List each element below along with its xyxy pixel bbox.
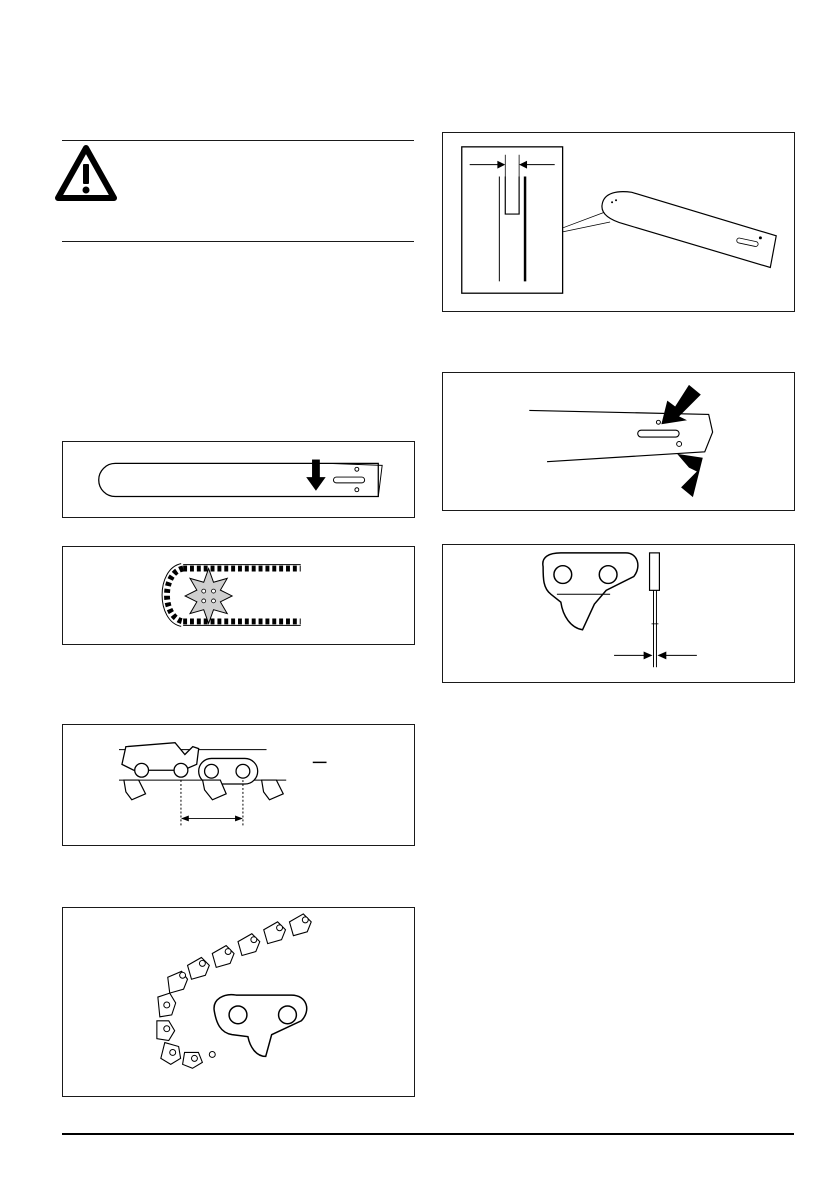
drive-link-gauge-icon [443,545,794,682]
warning-bottom-rule [62,241,414,242]
figure-chain-pitch [62,724,415,846]
figure-guide-bar [62,441,415,518]
drive-sprocket-icon [63,547,414,644]
guide-bar-mount-icon [443,373,794,510]
bar-groove-icon [443,133,794,311]
warning-block [62,140,414,242]
warning-triangle-icon [54,144,118,204]
figure-bar-mount [442,372,795,511]
chain-pitch-icon [63,725,414,845]
saw-chain-icon [63,908,414,1096]
figure-chain-sprocket [62,546,415,645]
arrow-up-left-icon [677,454,703,497]
footer-rule [62,1133,794,1135]
figure-drive-link-gauge [442,544,795,683]
arrow-down-left-icon [661,385,700,424]
figure-bar-groove [442,132,795,312]
guide-bar-icon [63,442,414,517]
figure-saw-chain [62,907,415,1097]
